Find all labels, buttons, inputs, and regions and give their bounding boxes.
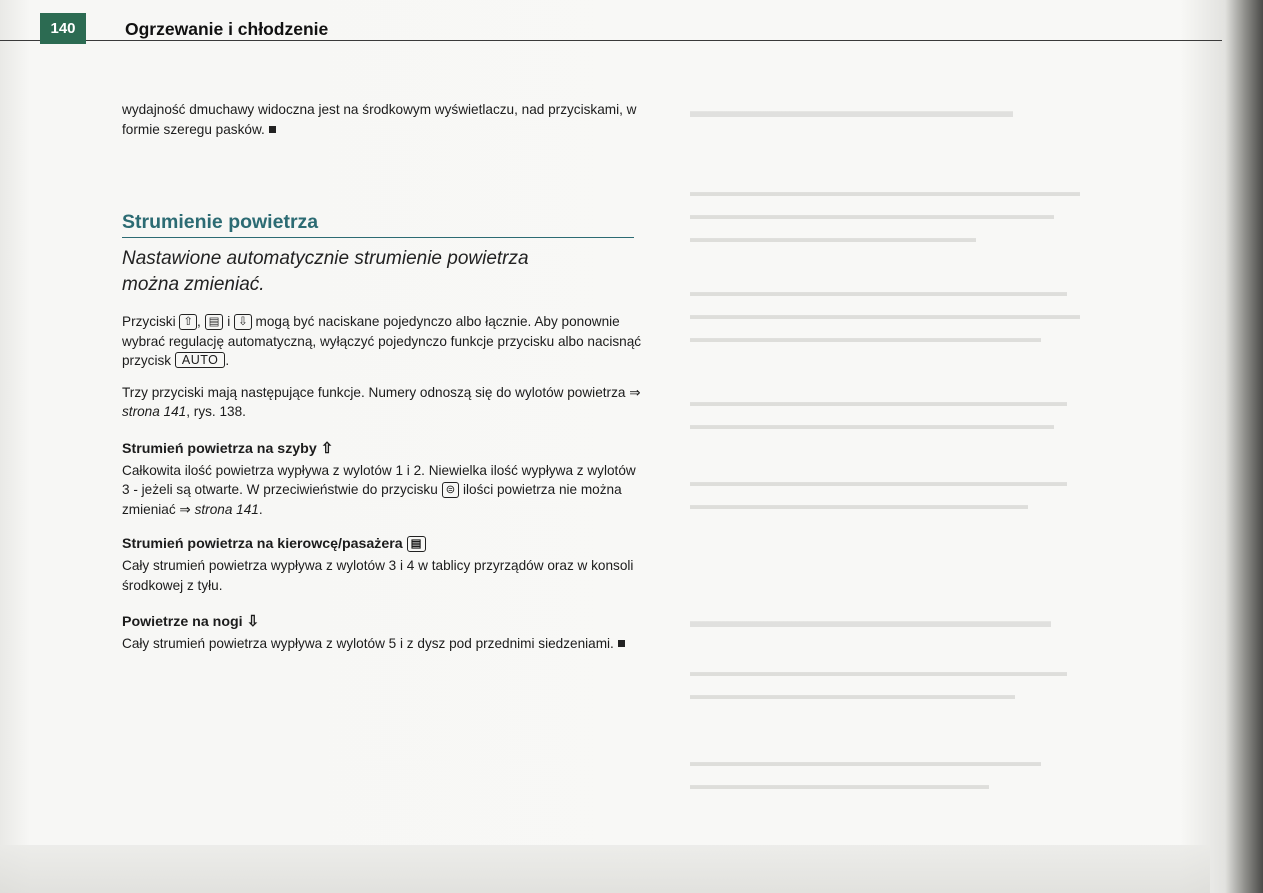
page-number: 140 [40, 13, 86, 44]
bleed-through-text: ▬▬▬▬▬▬▬▬▬▬▬▬▬▬▬▬▬▬▬▬▬▬▬▬▬▬▬▬▬▬ [690, 307, 1080, 322]
driver-heading-text: Strumień powietrza na kierowcę/pasażera [122, 536, 403, 552]
upper-body-button-icon: ▤ [205, 314, 224, 330]
driver-paragraph: Cały strumień powietrza wypływa z wylotów 3 i 4 w tablicy przyrządów oraz w konsoli środkowej z tyłu. [122, 558, 634, 593]
text-column [122, 100, 642, 666]
windscreen-heading-text: Strumień powietrza na szyby [122, 440, 317, 457]
auto-button-label: AUTO [175, 352, 226, 368]
windscreen-text: Całkowita ilość powietrza wypływa z wylotów 1 i 2. Niewielka ilość wypływa z wylotów 3 - jeżeli są otwarte. W przeciwieństwie do przycisku [122, 462, 636, 497]
page-reference: strona 141 [122, 404, 187, 419]
upper-body-icon: ▤ [407, 536, 426, 552]
windscreen-button-icon: ⇧ [179, 314, 197, 330]
driver-heading [122, 536, 642, 552]
bleed-through-text: ▬▬▬▬▬▬▬▬▬▬▬▬▬▬▬▬▬▬▬▬▬▬▬▬▬▬▬ [690, 330, 1041, 345]
windscreen-heading [122, 439, 642, 457]
bleed-through-text: ▬▬▬▬▬▬▬▬▬▬▬▬▬▬▬▬▬▬▬▬▬▬▬▬▬ [690, 687, 1015, 702]
buttons-text-body: mogą być naciskane pojedynczo albo łącznie. Aby ponownie wybrać regulację automatyczną, wyłączyć pojedynczo funkcje przycisku albo nacisnąć przycisk [122, 314, 642, 368]
subtitle-line-2: można zmieniać. [122, 274, 265, 295]
functions-text: Trzy przyciski mają następujące funkcje. Numery odnoszą się do wylotów powietrza [122, 384, 626, 400]
defrost-button-icon: ⊜ [442, 482, 460, 498]
bleed-through-text: ▬▬▬▬▬▬▬▬▬▬▬▬▬▬▬▬▬▬▬▬▬▬▬▬▬▬▬▬▬▬ [690, 184, 1080, 199]
bleed-through-text: ▬▬▬▬▬▬▬▬▬▬▬▬▬▬▬▬▬▬▬ [690, 611, 1051, 632]
separator-and: i [227, 314, 231, 329]
end-mark [269, 126, 276, 133]
page-bottom-edge [0, 845, 1210, 893]
feet-heading-text: Powietrze na nogi [122, 614, 243, 630]
intro-paragraph [122, 100, 642, 139]
bleed-through-text: ▬▬▬▬▬▬▬▬▬▬▬▬▬▬▬▬▬▬▬▬▬▬▬▬▬▬▬▬▬ [690, 474, 1067, 489]
period: . [225, 353, 230, 368]
bleed-through-text: ▬▬▬▬▬▬▬▬▬▬▬▬▬▬▬▬▬▬▬▬▬▬▬▬▬▬▬▬ [690, 207, 1054, 222]
figure-reference: , rys. 138. [186, 404, 246, 419]
functions-paragraph [122, 383, 642, 422]
feet-paragraph [122, 634, 642, 654]
reference-arrow: ⇒ [629, 384, 641, 400]
feet-heading [122, 612, 642, 630]
bleed-through-text: ▬▬▬▬▬▬▬▬▬▬▬▬▬▬▬▬▬▬▬▬▬▬▬▬▬▬▬▬▬ [690, 284, 1067, 299]
section-subtitle [122, 246, 642, 298]
feet-text: Cały strumień powietrza wypływa z wylotów 5 i z dysz pod przednimi siedzeniami. [122, 636, 614, 651]
bleed-through-text: ▬▬▬▬▬▬▬▬▬▬▬▬▬▬▬▬▬▬▬▬▬▬▬▬▬▬▬▬▬ [690, 394, 1067, 409]
windscreen-paragraph [122, 461, 642, 520]
buttons-text-start: Przyciski [122, 314, 176, 329]
bleed-through-text: ▬▬▬▬▬▬▬▬▬▬▬▬▬▬▬▬▬▬▬▬▬▬▬ [690, 777, 989, 792]
reference-arrow: ⇒ [179, 501, 191, 517]
separator-comma: , [197, 314, 201, 329]
intro-text: wydajność dmuchawy widoczna jest na środkowym wyświetlaczu, nad przyciskami, w formie szeregu pasków. [122, 102, 637, 137]
section-title: Strumienie powietrza [122, 211, 634, 238]
chapter-title: Ogrzewanie i chłodzenie [125, 19, 329, 39]
end-mark [618, 640, 625, 647]
bleed-through-text: ▬▬▬▬▬▬▬▬▬▬▬▬▬▬▬▬▬▬▬▬▬▬ [690, 230, 976, 245]
windscreen-text-end: ilości powietrza nie można zmieniać [122, 482, 622, 517]
page-header [0, 8, 1222, 41]
footwell-button-icon: ⇩ [234, 314, 252, 330]
bleed-through-text: ▬▬▬▬▬▬▬▬▬▬▬▬▬▬▬▬▬▬▬▬▬▬▬▬▬▬▬▬▬ [690, 664, 1067, 679]
bleed-through-text: ▬▬▬▬▬▬▬▬▬▬▬▬▬▬▬▬▬▬▬▬▬▬▬▬▬▬▬▬ [690, 417, 1054, 432]
buttons-paragraph [122, 312, 642, 371]
page-reference: strona 141 [194, 501, 259, 517]
arrow-up-icon: ⇧ [320, 439, 334, 457]
bleed-through-text: ▬▬▬▬▬▬▬▬▬▬▬▬▬▬▬▬▬ [690, 101, 1013, 122]
arrow-down-icon: ⇩ [246, 613, 260, 630]
subtitle-line-1: Nastawione automatycznie strumienie powietrza [122, 248, 529, 269]
bleed-through-text: ▬▬▬▬▬▬▬▬▬▬▬▬▬▬▬▬▬▬▬▬▬▬▬▬▬▬▬ [690, 754, 1041, 769]
period: . [258, 501, 263, 517]
bleed-through-text: ▬▬▬▬▬▬▬▬▬▬▬▬▬▬▬▬▬▬▬▬▬▬▬▬▬▬ [690, 497, 1028, 512]
